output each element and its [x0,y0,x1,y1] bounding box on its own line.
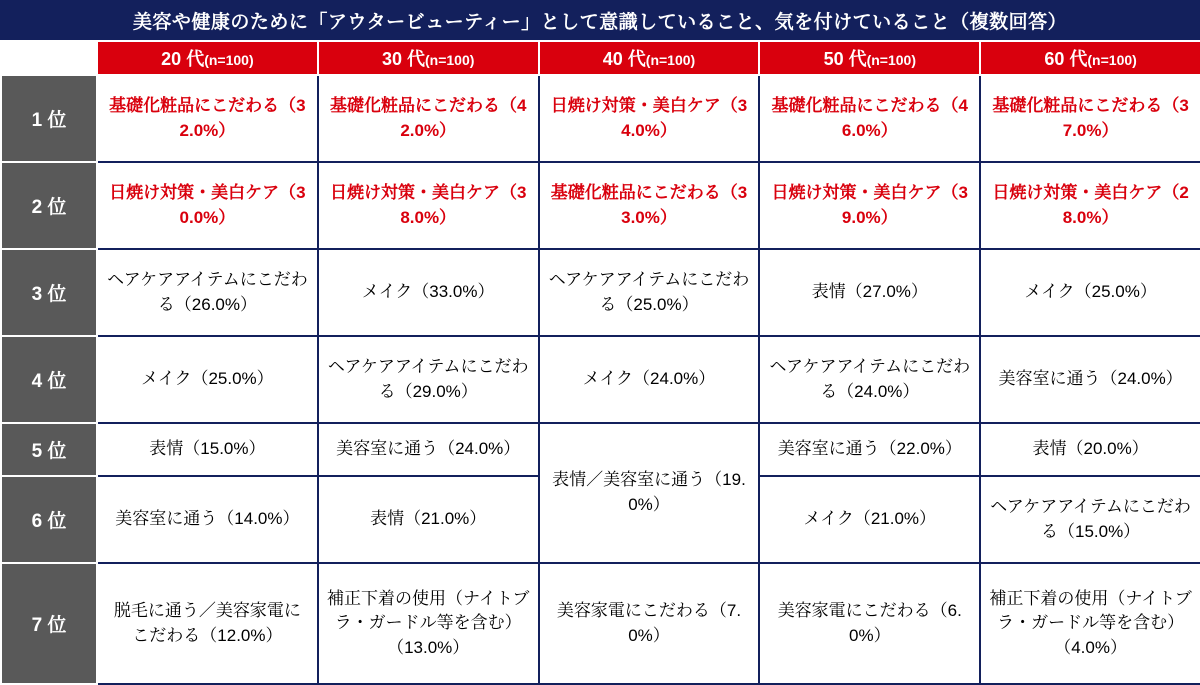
table-cell: ヘアケアアイテムにこだわる（29.0%） [318,336,539,423]
column-header-n: (n=100) [645,52,696,68]
table-cell: 表情（21.0%） [318,476,539,563]
table-cell: 基礎化粧品にこだわる（37.0%） [980,75,1200,162]
rank-label: 5 位 [1,423,97,476]
column-header-label: 20 代 [161,49,205,69]
header-row [1,41,1200,75]
table-cell: メイク（25.0%） [97,336,318,423]
table-cell: 脱毛に通う／美容家電にこだわる（12.0%） [97,563,318,684]
rank-label: 2 位 [1,162,97,249]
column-header-n: (n=100) [1087,52,1137,68]
column-header-label: 60 代 [1044,49,1088,69]
page-title: 美容や健康のために「アウタービューティー」として意識していること、気を付けていること（複数回答） [0,0,1200,40]
table-cell: ヘアケアアイテムにこだわる（25.0%） [539,249,760,336]
table-cell: 日焼け対策・美白ケア（30.0%） [97,162,318,249]
table-cell: ヘアケアアイテムにこだわる（26.0%） [97,249,318,336]
table-cell: 基礎化粧品にこだわる（46.0%） [759,75,980,162]
table-cell: 補正下着の使用（ナイトブラ・ガードル等を含む）（4.0%） [980,563,1200,684]
table-cell: ヘアケアアイテムにこだわる（24.0%） [759,336,980,423]
table-cell: 基礎化粧品にこだわる（42.0%） [318,75,539,162]
table-cell: 美容家電にこだわる（7.0%） [539,563,760,684]
table-row [1,563,1200,684]
table-cell: ヘアケアアイテムにこだわる（15.0%） [980,476,1200,563]
table-row [1,423,1200,476]
column-header-label: 40 代 [602,49,646,69]
table-cell: 美容室に通う（22.0%） [759,423,980,476]
table-header [1,41,1200,75]
table-body [1,75,1200,684]
table-row [1,336,1200,423]
table-row [1,75,1200,162]
column-header-50s [759,41,980,75]
column-header-n: (n=100) [425,52,475,68]
column-header-60s [980,41,1200,75]
column-header-label: 50 代 [823,49,867,69]
table-cell: 日焼け対策・美白ケア（28.0%） [980,162,1200,249]
table-cell: 日焼け対策・美白ケア（38.0%） [318,162,539,249]
table-cell: 日焼け対策・美白ケア（34.0%） [539,75,760,162]
table-row [1,162,1200,249]
table-cell: 表情（27.0%） [759,249,980,336]
header-corner [1,41,97,75]
table-cell: 基礎化粧品にこだわる（33.0%） [539,162,760,249]
rank-label: 7 位 [1,563,97,684]
table-cell: メイク（24.0%） [539,336,760,423]
rank-label: 1 位 [1,75,97,162]
table-cell: 美容家電にこだわる（6.0%） [759,563,980,684]
column-header-n: (n=100) [866,52,917,68]
table-cell: メイク（25.0%） [980,249,1200,336]
column-header-30s [318,41,539,75]
column-header-label: 30 代 [381,49,425,69]
table-cell: 基礎化粧品にこだわる（32.0%） [97,75,318,162]
rank-label: 3 位 [1,249,97,336]
table-cell: 補正下着の使用（ナイトブラ・ガードル等を含む）（13.0%） [318,563,539,684]
table-cell: メイク（21.0%） [759,476,980,563]
table-cell: 美容室に通う（14.0%） [97,476,318,563]
rank-label: 4 位 [1,336,97,423]
column-header-n: (n=100) [204,52,254,68]
table-cell: 日焼け対策・美白ケア（39.0%） [759,162,980,249]
table-cell-merged: 表情／美容室に通う（19.0%） [539,423,760,563]
table-cell: 表情（15.0%） [97,423,318,476]
table-cell: 美容室に通う（24.0%） [980,336,1200,423]
table-cell: メイク（33.0%） [318,249,539,336]
ranking-table [0,40,1200,685]
table-cell: 美容室に通う（24.0%） [318,423,539,476]
column-header-20s [97,41,318,75]
table-row [1,249,1200,336]
table-cell: 表情（20.0%） [980,423,1200,476]
rank-label: 6 位 [1,476,97,563]
column-header-40s [539,41,760,75]
